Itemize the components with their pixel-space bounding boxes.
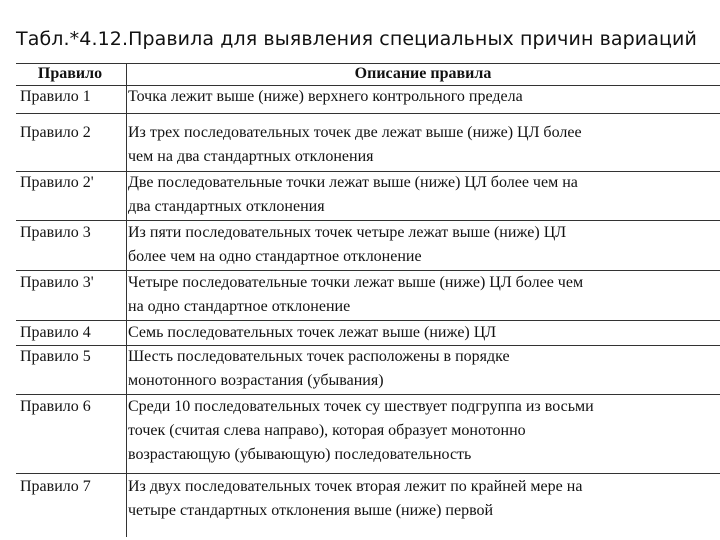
rule-label: Правило 2 bbox=[20, 124, 91, 141]
rule-description-line: точек (считая слева направо), которая образует монотонно bbox=[128, 422, 526, 439]
rule-label: Правило 6 bbox=[20, 398, 91, 415]
rule-description-line: Среди 10 последовательных точек су шествует подгруппа из восьми bbox=[128, 398, 594, 415]
rule-description-line: на одно стандартное отклонение bbox=[128, 298, 351, 315]
rule-description-line: чем на два стандартных отклонения bbox=[128, 148, 374, 165]
rule-description-line: Из трех последовательных точек две лежат выше (ниже) ЦЛ более bbox=[128, 124, 582, 141]
table-title: Табл.*4.12.Правила для выявления специальных причин вариаций bbox=[16, 28, 697, 50]
rule-description-line: Из пяти последовательных точек четыре лежат выше (ниже) ЦЛ bbox=[128, 224, 567, 241]
rule-description-line: четыре стандартных отклонения выше (ниже) первой bbox=[128, 502, 494, 519]
header-rule: Правило bbox=[37, 65, 103, 82]
rule-label: Правило 1 bbox=[20, 88, 91, 105]
rule-description-line: два стандартных отклонения bbox=[128, 198, 325, 215]
rule-label: Правило 5 bbox=[20, 348, 91, 365]
rule-label: Правило 2' bbox=[20, 174, 94, 191]
row-separator bbox=[16, 113, 720, 114]
rule-description-line: Четыре последовательные точки лежат выше (ниже) ЦЛ более чем bbox=[128, 274, 584, 291]
rule-label: Правило 3' bbox=[20, 274, 94, 291]
rule-description-line: Из двух последовательных точек вторая лежит по крайней мере на bbox=[128, 478, 583, 495]
rule-description-line: Точка лежит выше (ниже) верхнего контрольного предела bbox=[128, 88, 523, 105]
row-separator bbox=[16, 473, 720, 474]
rule-description-line: возрастающую (убывающую) последовательность bbox=[128, 446, 472, 463]
rule-label: Правило 3 bbox=[20, 224, 91, 241]
rule-description-line: Семь последовательных точек лежат выше (ниже) ЦЛ bbox=[128, 324, 497, 341]
rule-description-line: Две последовательные точки лежат выше (ниже) ЦЛ более чем на bbox=[128, 174, 578, 191]
rule-label: Правило 7 bbox=[20, 478, 91, 495]
rule-description-line: более чем на одно стандартное отклонение bbox=[128, 248, 422, 265]
rule-label: Правило 4 bbox=[20, 324, 91, 341]
rule-description-line: монотонного возрастания (убывания) bbox=[128, 372, 384, 389]
rule-description-line: Шесть последовательных точек расположены в порядке bbox=[128, 348, 510, 365]
header-description: Описание правила bbox=[354, 65, 492, 82]
